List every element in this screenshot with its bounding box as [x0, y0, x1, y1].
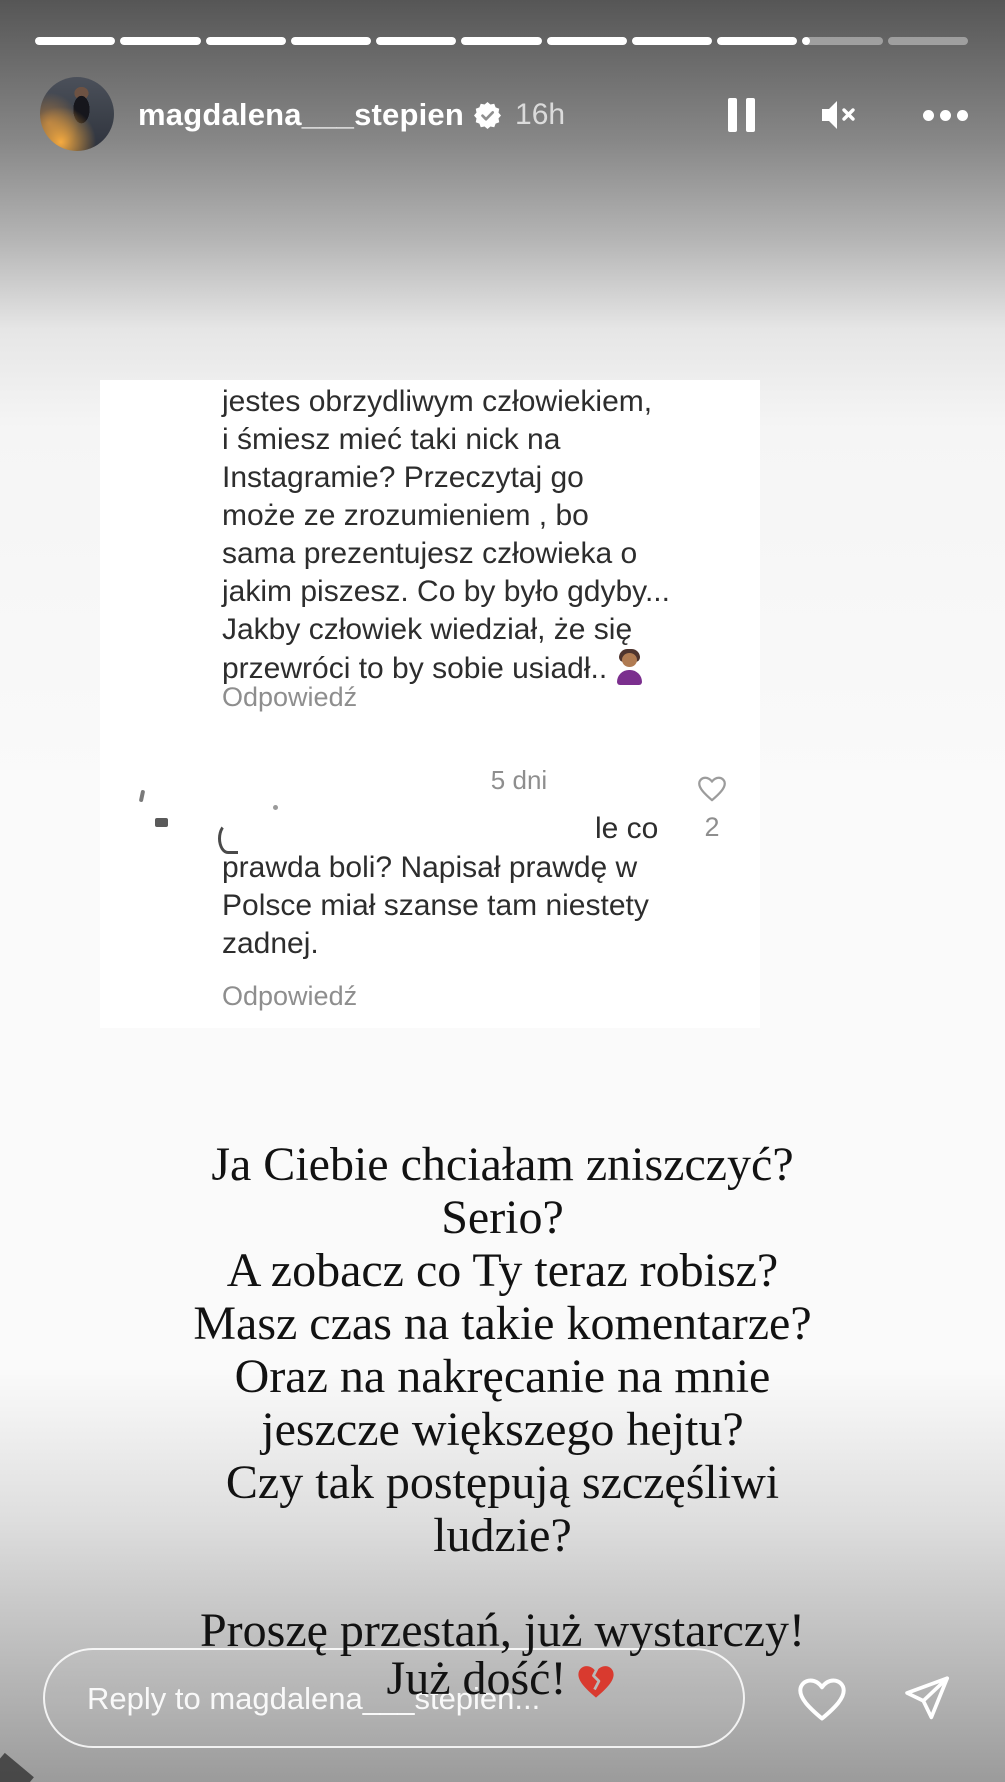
comment2-fragment: le co — [595, 812, 659, 845]
story-overlay-text: Ja Ciebie chciałam zniszczyć? Serio? A zobacz co Ty teraz robisz? Masz czas na takie komentarze? Oraz na nakręcanie na mnie jeszcze większego hejtu? Czy tak postępują szczęśliwi ludzie? — [193, 1138, 812, 1562]
progress-segment — [888, 37, 968, 45]
progress-segment — [206, 37, 286, 45]
comment1-text: jestes obrzydliwym człowiekiem, i śmiesz mieć taki nick na Instagramie? Przeczytaj go może ze zrozumieniem , bo sama prezentujesz człowieka o jakim piszesz. Co by było gdyby... Jakby człowiek wiedział, że się przewróci to by sobie usiadł.. — [222, 385, 670, 685]
avatar[interactable] — [40, 77, 114, 151]
person-frowning-emoji — [616, 649, 643, 685]
progress-segment — [376, 37, 456, 45]
comment-age: 5 dni — [490, 765, 548, 795]
erased-text-mark — [155, 818, 168, 827]
progress-segment — [461, 37, 541, 45]
comment2-text: prawda boli? Napisał prawdę w Polsce miał szanse tam niestety zadnej. — [222, 851, 649, 960]
progress-segment — [717, 37, 797, 45]
progress-segment — [120, 37, 200, 45]
progress-segment — [291, 37, 371, 45]
story-overlay-plea: Proszę przestań, już wystarczy! — [199, 1604, 806, 1657]
muted-speaker-icon[interactable] — [819, 97, 859, 133]
erased-text-mark — [273, 805, 278, 810]
comment-like-count: 2 — [704, 812, 720, 842]
username[interactable]: magdalena___stepien — [138, 97, 465, 132]
progress-segment — [547, 37, 627, 45]
broken-heart-emoji — [574, 1659, 618, 1701]
progress-segment — [35, 37, 115, 45]
story-overlay-final: Już dość! — [0, 1652, 1005, 1705]
reply-link: Odpowiedź — [222, 981, 358, 1011]
comment-screenshot-card — [100, 380, 760, 1028]
story-timestamp: 16h — [515, 98, 566, 131]
verified-badge-icon — [474, 102, 501, 129]
erased-text-mark — [139, 790, 145, 803]
pause-icon[interactable] — [728, 98, 755, 132]
progress-segment — [632, 37, 712, 45]
background-artifact — [0, 1753, 34, 1782]
heart-outline-icon — [695, 772, 729, 804]
reply-link: Odpowiedź — [222, 682, 358, 712]
story-progress-bar — [35, 37, 968, 45]
more-options-icon[interactable] — [923, 110, 968, 121]
progress-segment-current — [802, 37, 882, 45]
